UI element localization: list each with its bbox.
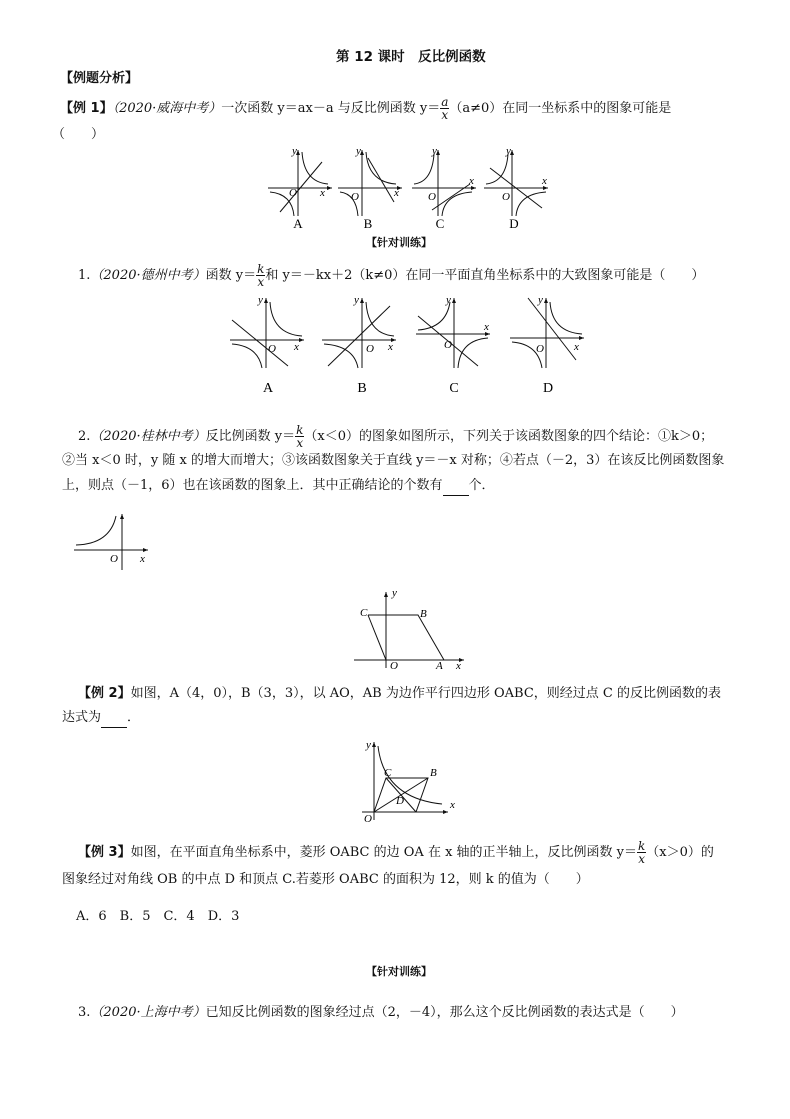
example-1-graph-a: [268, 145, 332, 216]
question-3-line: [78, 1003, 684, 1023]
svg-text:x: x: [456, 660, 461, 672]
section-heading-training-1: 【针对训练】: [366, 236, 432, 249]
svg-text:y: y: [356, 145, 361, 157]
example-1-option-c: C: [435, 216, 445, 231]
example-1-source: （2020·威海中考）: [112, 101, 222, 116]
example-1-option-d: D: [509, 216, 519, 231]
example-1-text-2: （a≠0）在同一坐标系中的图象可能是: [449, 101, 672, 116]
svg-text:x: x: [294, 341, 299, 353]
question-2-number: 2.: [78, 429, 91, 444]
example-1-label: 【例 1】: [60, 101, 113, 116]
svg-text:x: x: [484, 321, 489, 333]
page-title: 第 12 课时 反比例函数: [336, 49, 486, 65]
question-1-text-2: 和 y＝－kx＋2（k≠0）在同一平面直角坐标系中的大致图象可能是（ ）: [265, 268, 705, 283]
question-3-number: 3.: [78, 1005, 91, 1020]
svg-text:O: O: [289, 187, 297, 199]
question-3-text: 已知反比例函数的图象经过点（2，－4），那么这个反比例函数的表达式是（ ）: [205, 1005, 684, 1020]
question-2-text-2: （x＜0）的图象如图所示，下列关于该函数图象的四个结论：①k＞0；: [304, 429, 714, 444]
example-2-line-2: 达式为 ．: [62, 708, 140, 728]
example-3-fraction: $\frac{k}{x}$: [638, 839, 646, 866]
example-3-text-1: 如图，在平面直角坐标系中，菱形 OABC 的边 OA 在 x 轴的正半轴上，反比例函数 y＝: [130, 845, 638, 860]
svg-text:O: O: [351, 191, 359, 203]
svg-text:O: O: [390, 660, 398, 672]
svg-text:x: x: [394, 187, 399, 199]
svg-text:x: x: [140, 553, 145, 565]
svg-text:O: O: [444, 339, 452, 351]
question-1-option-d: D: [542, 381, 554, 396]
question-1-option-a: A: [262, 381, 274, 396]
example-2-point-b: B: [420, 608, 427, 620]
question-2-figure: [72, 512, 154, 572]
svg-text:y: y: [432, 145, 437, 157]
svg-text:y: y: [506, 145, 511, 157]
svg-text:O: O: [268, 343, 276, 355]
svg-text:O: O: [428, 191, 436, 203]
svg-text:y: y: [538, 294, 543, 306]
example-2-answer-blank[interactable]: [101, 713, 127, 728]
svg-text:y: y: [446, 294, 451, 306]
question-2-text-1: 反比例函数 y＝: [205, 429, 296, 444]
example-2-figure: [352, 588, 472, 670]
example-1-fraction: $\frac{a}{x}$: [441, 95, 449, 122]
question-1-fraction: $\frac{k}{x}$: [257, 262, 265, 289]
question-1-line: [78, 263, 704, 288]
example-2-point-c: C: [360, 607, 368, 619]
question-1-option-c: C: [449, 381, 459, 396]
example-3-text-2: （x＞0）的: [646, 845, 714, 860]
example-1-graph-b: [338, 145, 402, 216]
svg-text:x: x: [320, 187, 325, 199]
svg-text:x: x: [450, 799, 455, 811]
section-heading-analysis: 【例题分析】: [60, 71, 139, 86]
example-1-figures: [262, 144, 552, 232]
example-1-graph-c: [412, 145, 476, 216]
question-1-figures: [228, 294, 608, 398]
svg-text:y: y: [354, 294, 359, 306]
question-1-graph-a: [230, 294, 304, 368]
example-2-point-a: A: [436, 660, 443, 672]
example-2-line-1: [78, 684, 721, 704]
question-2-line-2: ②当 x＜0 时，y 随 x 的增大而增大；③该函数图象关于直线 y＝－x 对称；④若点（－2，3）在该反比例函数图象: [62, 453, 725, 468]
example-3-choices: A．6 B．5 C．4 D．3: [76, 909, 240, 924]
question-1-graph-d: [510, 294, 584, 368]
example-3-point-d: D: [396, 795, 404, 807]
example-3-figure: [358, 738, 458, 824]
svg-text:x: x: [469, 175, 474, 187]
question-2-fraction: $\frac{k}{x}$: [296, 423, 304, 450]
example-1-graph-d: [484, 145, 548, 216]
example-3-label: 【例 3】: [78, 845, 131, 860]
question-3-source: （2020·上海中考）: [90, 1005, 206, 1020]
question-2-line-1: [78, 424, 713, 449]
example-1-answer-paren: （ ）: [52, 127, 105, 142]
example-1-option-b: B: [363, 216, 373, 231]
question-2-line-3: 上，则点（－1，6）也在该函数的图象上．其中正确结论的个数有 个．: [62, 476, 495, 496]
svg-text:O: O: [536, 343, 544, 355]
svg-text:y: y: [392, 587, 397, 599]
svg-text:x: x: [388, 341, 393, 353]
svg-text:O: O: [364, 813, 372, 825]
svg-text:x: x: [542, 175, 547, 187]
svg-text:x: x: [574, 341, 579, 353]
example-3-line-2: 图象经过对角线 OB 的中点 D 和顶点 C.若菱形 OABC 的面积为 12，则 k 的值为（ ）: [62, 872, 589, 887]
example-1-option-a: A: [293, 216, 303, 231]
example-2-text: 如图，A（4，0），B（3，3），以 AO，AB 为边作平行四边形 OABC，则经过点 C 的反比例函数的表: [130, 686, 721, 701]
example-1-line-1: [60, 96, 671, 121]
svg-text:y: y: [258, 294, 263, 306]
svg-text:O: O: [502, 191, 510, 203]
section-heading-training-2: 【针对训练】: [366, 965, 432, 978]
question-1-text-1: 函数 y＝: [205, 268, 257, 283]
svg-text:O: O: [366, 343, 374, 355]
question-1-number: 1.: [78, 268, 91, 283]
example-2-label: 【例 2】: [78, 686, 131, 701]
question-1-graph-b: [322, 294, 396, 368]
question-1-source: （2020·德州中考）: [90, 268, 206, 283]
example-3-line-1: [78, 840, 714, 865]
svg-text:O: O: [110, 553, 118, 565]
example-3-point-c: C: [384, 767, 392, 779]
svg-text:y: y: [292, 145, 297, 157]
example-3-point-b: B: [430, 767, 437, 779]
svg-text:y: y: [366, 739, 371, 751]
example-1-text-1: 一次函数 y＝ax－a 与反比例函数 y＝: [221, 101, 441, 116]
question-1-graph-c: [416, 294, 490, 368]
question-1-option-b: B: [357, 381, 367, 396]
question-2-answer-blank[interactable]: [443, 481, 469, 496]
question-2-source: （2020·桂林中考）: [90, 429, 206, 444]
